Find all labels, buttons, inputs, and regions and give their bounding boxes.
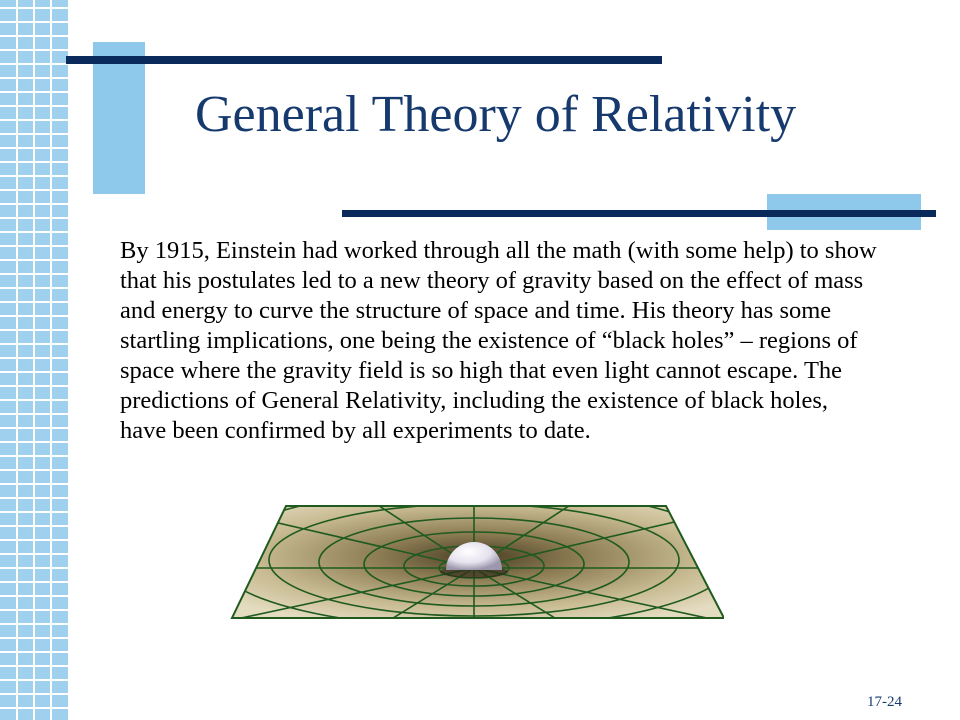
decorative-line-top — [66, 56, 662, 64]
page-number: 17-24 — [867, 694, 902, 710]
slide-title: General Theory of Relativity — [195, 86, 797, 143]
slide-body-text: By 1915, Einstein had worked through all the math (with some help) to show that his postulates led to a new theory of gravity based on the effect of mass and energy to curve the structure of space and time. His theory has some startling implications, one being the existence of “black holes” – regions of space where the gravity field is so high that even light cannot escape. The predictions of General Relativity, including the existence of black holes, have been confirmed by all experiments to date. — [120, 237, 877, 444]
spacetime-curvature-icon — [224, 496, 724, 628]
striped-border-decoration — [0, 0, 68, 720]
decorative-block-top — [93, 42, 145, 194]
decorative-line-bottom — [342, 210, 936, 217]
